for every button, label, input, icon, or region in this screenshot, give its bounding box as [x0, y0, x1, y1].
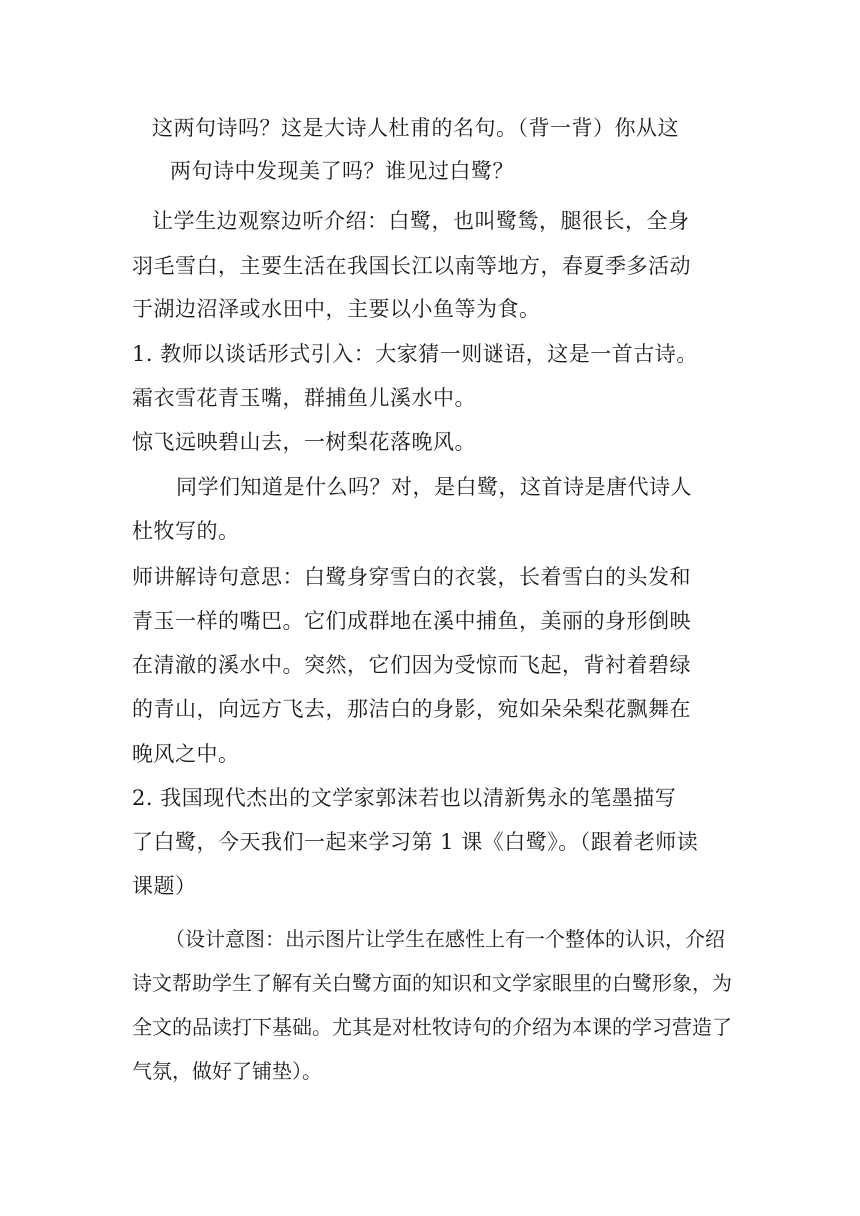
- text-line: 杜牧写的。: [132, 519, 240, 543]
- text-line: 羽毛雪白，主要生活在我国长江以南等地方，春夏季多活动: [132, 254, 691, 278]
- text-line: 这两句诗吗？这是大诗人杜甫的名句。（背一背）你从这: [152, 116, 679, 140]
- text-line: 同学们知道是什么吗？对，是白鹭，这首诗是唐代诗人: [176, 475, 692, 499]
- text-line: 青玉一样的嘴巴。它们成群地在溪中捕鱼，美丽的身形倒映: [132, 609, 691, 633]
- text-line: 课题）: [132, 874, 197, 898]
- text-line: 了白鹭，今天我们一起来学习第 1 课《白鹭》。（跟着老师读: [132, 830, 699, 854]
- text-line: 晚风之中。: [132, 742, 240, 766]
- text-line: 诗文帮助学生了解有关白鹭方面的知识和文学家眼里的白鹭形象，为: [132, 971, 732, 995]
- text-line: 霜衣雪花青玉嘴，群捕鱼儿溪水中。: [132, 386, 476, 410]
- text-line: 惊飞远映碧山去，一树梨花落晚风。: [132, 430, 476, 454]
- text-line: 师讲解诗句意思：白鹭身穿雪白的衣裳，长着雪白的头发和: [132, 565, 691, 589]
- text-line: 1. 教师以谈话形式引入：大家猜一则谜语，这是一首古诗。: [132, 342, 698, 366]
- text-line: （设计意图：出示图片让学生在感性上有一个整体的认识，介绍: [165, 927, 725, 951]
- text-line: 两句诗中发现美了吗？谁见过白鹭？: [170, 159, 514, 183]
- text-line: 2. 我国现代杰出的文学家郭沫若也以清新隽永的笔墨描写: [132, 786, 677, 810]
- text-line: 的青山，向远方飞去，那洁白的身影，宛如朵朵梨花飘舞在: [132, 697, 691, 721]
- text-line: 在清澈的溪水中。突然，它们因为受惊而飞起，背衬着碧绿: [132, 653, 691, 677]
- text-line: 让学生边观察边听介绍：白鹭，也叫鹭鸶，腿很长，全身: [152, 209, 690, 233]
- text-line: 于湖边沼泽或水田中，主要以小鱼等为食。: [132, 297, 541, 321]
- text-line: 气氛，做好了铺垫）。: [132, 1059, 322, 1083]
- text-line: 全文的品读打下基础。尤其是对杜牧诗句的介绍为本课的学习营造了: [132, 1015, 732, 1039]
